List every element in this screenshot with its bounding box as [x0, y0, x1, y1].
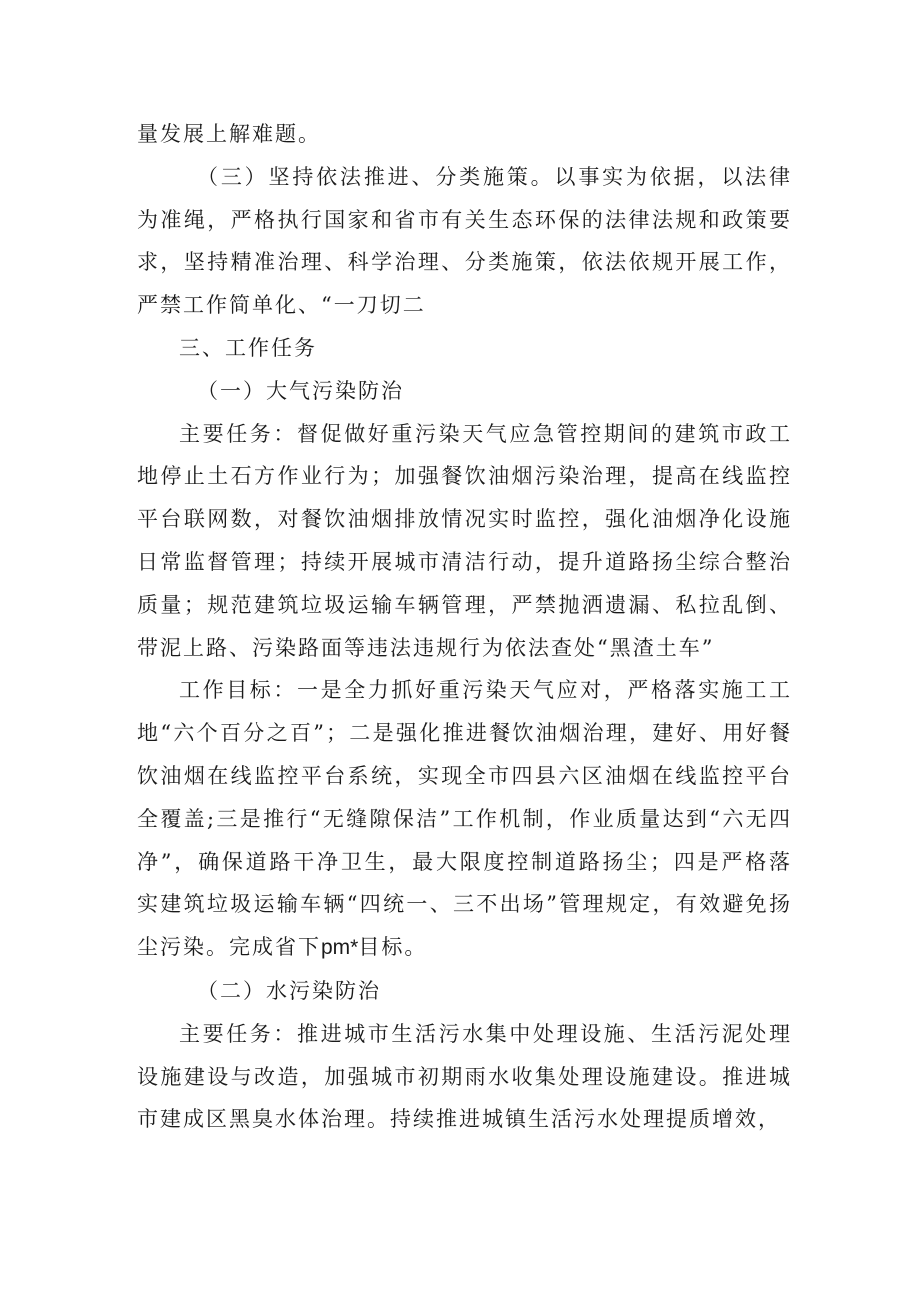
paragraph-air-work-goals [137, 669, 792, 970]
subsection-heading-air-pollution: （一）大气污染防治 [197, 378, 404, 403]
air-goals-text: 工作目标：一是全力抓好重污染天气应对，严格落实施工工地“六个百分之百”；二是强化推进餐饮油烟治理，建好、用好餐饮油烟在线监控平台系统，实现全市四县六区油烟在线监控平台全覆盖;三是推行“无缝隙保洁”工作机制，作业质量达到“六无四净”，确保道路干净卫生，最大限度控制道路扬尘；四是严格落实建筑垃圾运输车辆“四统一、三不出场”管理规定，有效避免扬尘污染。完成省下 [137, 678, 792, 960]
section-heading-work-tasks: 三、工作任务 [179, 335, 317, 360]
air-goals-text-end: 目标。 [358, 935, 428, 960]
paragraph-principle-three: （三）坚持依法推进、分类施策。以事实为依据，以法律为准绳，严格执行国家和省市有关生态环保的法律法规和政策要求，坚持精准治理、科学治理、分类施策，依法依规开展工作，严禁工作简单化、“一刀切二 [137, 164, 792, 318]
pm-label: pm* [321, 936, 359, 960]
document-body [137, 113, 792, 1141]
subsection-heading-water-pollution: （二）水污染防治 [197, 978, 381, 1003]
paragraph-water-main-tasks: 主要任务：推进城市生活污水集中处理设施、生活污泥处理设施建设与改造，加强城市初期雨水收集处理设施建设。推进城市建成区黑臭水体治理。持续推进城镇生活污水处理提质增效， [137, 1021, 792, 1132]
paragraph-continuation: 量发展上解难题。 [137, 122, 321, 146]
paragraph-air-main-tasks: 主要任务：督促做好重污染天气应急管控期间的建筑市政工地停止土石方作业行为；加强餐饮油烟污染治理，提高在线监控平台联网数，对餐饮油烟排放情况实时监控，强化油烟净化设施日常监督管理；持续开展城市清洁行动，提升道路扬尘综合整治质量；规范建筑垃圾运输车辆管理，严禁抛洒遗漏、私拉乱倒、带泥上路、污染路面等违法违规行为依法查处“黑渣土车” [137, 421, 792, 660]
